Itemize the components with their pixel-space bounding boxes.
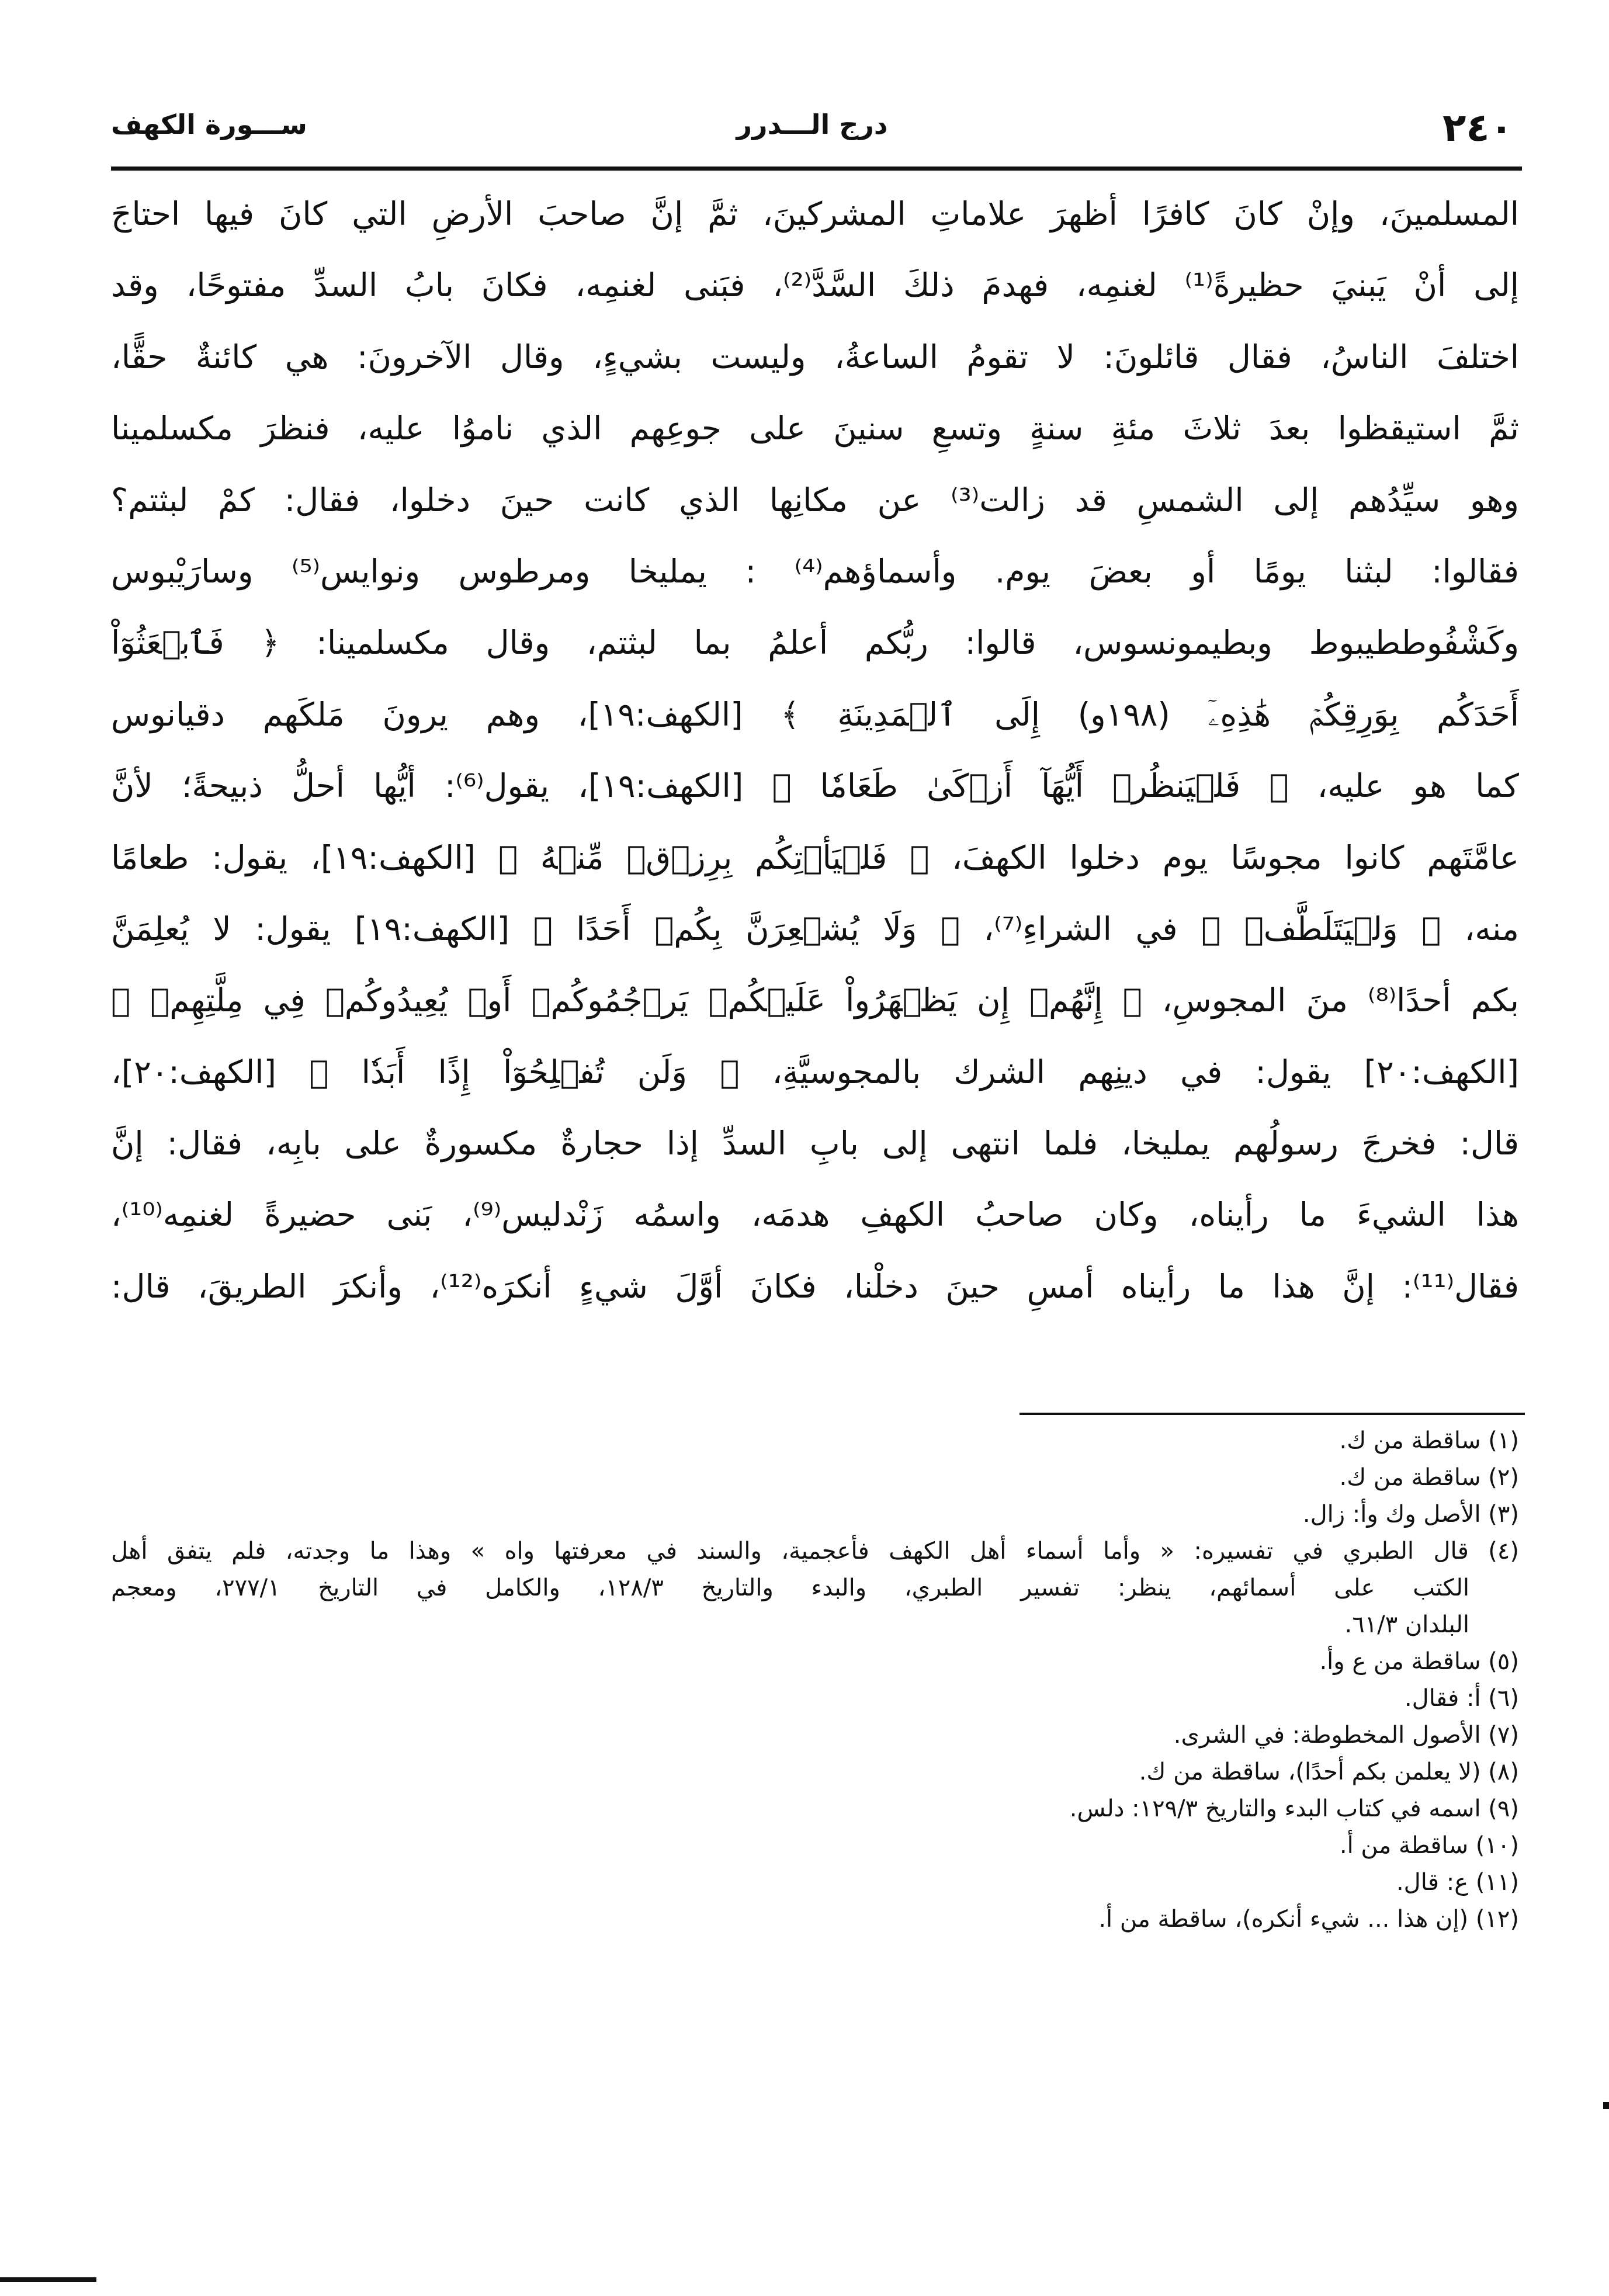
text-line: وهو سيِّدُهم إلى الشمسِ قد زالت⁽³⁾ عن مكانِها الذي كانت حينَ دخلوا، فقال: كمْ لبثتم؟ bbox=[111, 481, 1519, 519]
footnote: (٧) الأصول المخطوطة: في الشرى. bbox=[1173, 1722, 1519, 1749]
footnote-divider bbox=[1020, 1413, 1525, 1415]
footnote-continuation: الكتب على أسمائهم، ينظر: تفسير الطبري، والبدء والتاريخ ١٢٨/٣، والكامل في التاريخ ٢٧٧/١، ومعجم bbox=[111, 1574, 1470, 1601]
text-line: كما هو عليه، ﴿ فَلۡيَنظُرۡ أَيُّهَآ أَزۡكَىٰ طَعَامٗا ﴾ [الكهف:١٩]، يقول⁽⁶⁾: أيُّها أحلُّ ذبيحةً؛ لأنَّ bbox=[111, 767, 1519, 805]
text-line: ثمَّ استيقظوا بعدَ ثلاثَ مئةِ سنةٍ وتسعِ سنينَ على جوعِهم الذي ناموُا عليه، فنظرَ مكسلمينا bbox=[111, 410, 1519, 448]
text-line: المسلمينَ، وإنْ كانَ كافرًا أظهرَ علاماتِ المشركينَ، ثمَّ إنَّ صاحبَ الأرضِ التي كانَ فيها احتاجَ bbox=[111, 195, 1519, 233]
text-line: فقالوا: لبثنا يومًا أو بعضَ يوم. وأسماؤهم⁽⁴⁾ : يمليخا ومرطوس ونوايس⁽⁵⁾ وسارَيْبوس bbox=[111, 552, 1519, 590]
footnotes bbox=[111, 1423, 1519, 1938]
text-line: [الكهف:٢٠] يقول: في دينِهم الشرك بالمجوسيَّةِ، ﴿ وَلَن تُفۡلِحُوٓاْ إِذًا أَبَدٗا ﴾ [الكهف:٢٠]، bbox=[111, 1053, 1519, 1091]
text-line: منه، ﴿ وَلۡيَتَلَطَّفۡ ﴾ في الشراءِ⁽⁷⁾، ﴿ وَلَا يُشۡعِرَنَّ بِكُمۡ أَحَدًا ﴾ [الكهف:١٩] يقول: لا يُعلِمَنَّ bbox=[111, 910, 1519, 948]
text-line: اختلفَ الناسُ، فقال قائلونَ: لا تقومُ الساعةُ، وليست بشيءٍ، وقال الآخرونَ: هي كائنةٌ حقًّا، bbox=[111, 338, 1519, 376]
text-line: إلى أنْ يَبنيَ حظيرةً⁽¹⁾ لغنمِه، فهدمَ ذلكَ السَّدَّ⁽²⁾، فبَنى لغنمِه، فكانَ بابُ السدِّ مفتوحًا، وقد bbox=[111, 266, 1520, 304]
footnote: (١) ساقطة من ك. bbox=[1339, 1427, 1519, 1454]
text-line: أَحَدَكُم بِوَرِقِكُمۡ هَٰذِهِۦٓ (١٩٨و) إِلَى ٱلۡمَدِينَةِ ﴾ [الكهف:١٩]، وهم يرونَ مَلكَهم دقيانوس bbox=[111, 695, 1519, 733]
text-line: قال: فخرجَ رسولُهم يمليخا، فلما انتهى إلى بابِ السدِّ إذا حجارةٌ مكسورةٌ على بابِه، فقال: إنَّ bbox=[111, 1125, 1519, 1163]
text-line: عامَّتَهم كانوا مجوسًا يوم دخلوا الكهفَ، ﴿ فَلۡيَأۡتِكُم بِرِزۡقٖ مِّنۡهُ ﴾ [الكهف:١٩]، يقول: طعامًا bbox=[111, 838, 1519, 876]
header-divider bbox=[111, 167, 1522, 171]
surah-title: ســـورة الكهف bbox=[111, 109, 307, 140]
text-line: فقال⁽¹¹⁾: إنَّ هذا ما رأيناه أمسِ حينَ دخلْنا، فكانَ أوَّلَ شيءٍ أنكرَه⁽¹²⁾، وأنكرَ الطريقَ، قال: bbox=[111, 1267, 1519, 1305]
text-line: بكم أحدًا⁽⁸⁾ منَ المجوسِ، ﴿ إِنَّهُمۡ إِن يَظۡهَرُواْ عَلَيۡكُمۡ يَرۡجُمُوكُمۡ أَوۡ يُعِيدُوكُمۡ فِي مِلَّتِهِمۡ ﴾ bbox=[111, 981, 1519, 1019]
footnote-continuation: البلدان ٦١/٣. bbox=[1344, 1611, 1469, 1638]
footnote: (٤) قال الطبري في تفسيره: « وأما أسماء أهل الكهف فأعجمية، والسند في معرفتها واه » وهذا ما وجدته، فلم يتفق أهل bbox=[111, 1538, 1519, 1565]
text-line: هذا الشيءَ ما رأيناه، وكان صاحبُ الكهفِ هدمَه، واسمُه زَنْدليس⁽⁹⁾، بَنى حضيرةً لغنمِه⁽¹⁰⁾، bbox=[111, 1196, 1519, 1234]
scan-edge-mark bbox=[1603, 2102, 1609, 2109]
book-title: درج الـــدرر bbox=[736, 109, 888, 140]
footnote: (٥) ساقطة من ع وأ. bbox=[1319, 1648, 1519, 1675]
page-header bbox=[111, 105, 1513, 158]
footnote: (٦) أ: فقال. bbox=[1404, 1685, 1519, 1712]
footnote: (٣) الأصل وك وأ: زال. bbox=[1302, 1501, 1519, 1528]
page-number: ٢٤٠ bbox=[1442, 105, 1513, 150]
footnote: (٩) اسمه في كتاب البدء والتاريخ ١٢٩/٣: دلس. bbox=[1069, 1795, 1519, 1822]
footnote: (١٢) (إن هذا ... شيء أنكره)، ساقطة من أ. bbox=[1098, 1906, 1519, 1933]
footnote: (١١) ع: قال. bbox=[1396, 1869, 1519, 1896]
text-line: وكَشْفُوططيبوط وبطيمونسوس، قالوا: ربُّكم أعلمُ بما لبثتم، وقال مكسلمينا: ﴿ فَٱبۡعَثُوٓاْ bbox=[111, 624, 1519, 662]
footnote: (٨) (لا يعلمن بكم أحدًا)، ساقطة من ك. bbox=[1139, 1759, 1519, 1785]
footnote: (١٠) ساقطة من أ. bbox=[1339, 1832, 1519, 1859]
footnote: (٢) ساقطة من ك. bbox=[1339, 1464, 1519, 1491]
scan-bottom-mark bbox=[0, 2277, 96, 2282]
main-text bbox=[111, 178, 1519, 1322]
